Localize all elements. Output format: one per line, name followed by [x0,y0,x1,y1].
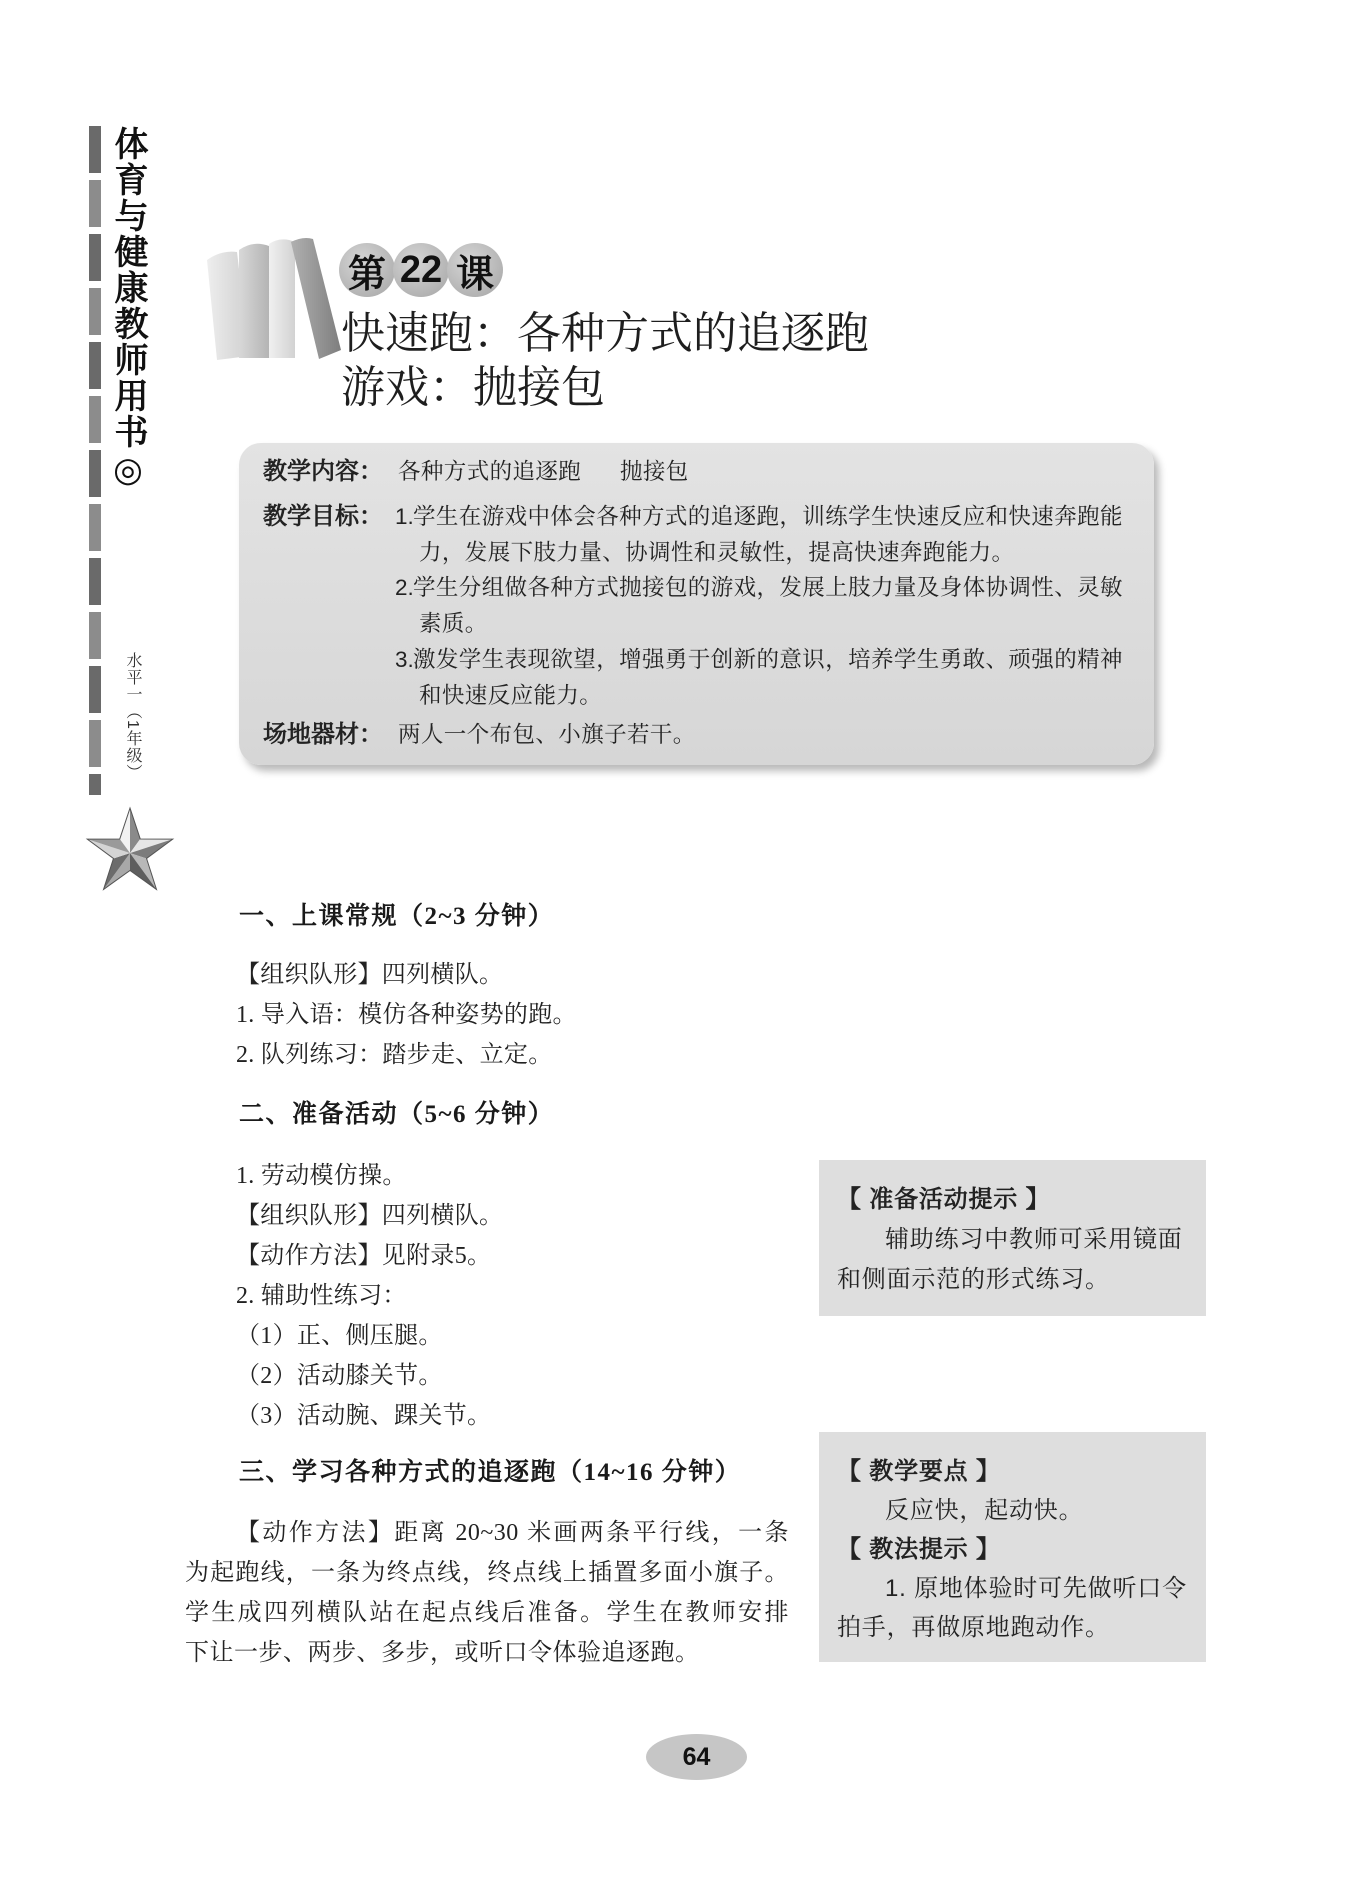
section-warmup [236,1095,554,1436]
equipment-text: 两人一个布包、小旗子若干。 [398,722,696,747]
body-line: 2. 队列练习：踏步走、立定。 [236,1042,553,1068]
lesson-title: 快速跑：各种方式的追逐跑 [341,309,869,358]
paragraph-line: 【动作方法】距离 20~30 米画两条平行线，一条 [236,1520,789,1546]
page-number: 64 [646,1734,747,1780]
tip-line: 和侧面示范的形式练习。 [837,1266,1110,1293]
equipment-row [239,717,1154,753]
section-routine [236,897,577,1075]
body-line: 1. 劳动模仿操。 [236,1163,407,1189]
lesson-number-value: 22 [393,243,449,297]
lesson-subtitle: 游戏：抛接包 [341,363,605,412]
tip-line: 拍手，再做原地跑动作。 [837,1614,1110,1641]
tip-title: 【 准备活动提示 】 [837,1186,1051,1213]
section-heading: 一、上课常规（2~3 分钟） [239,903,555,930]
goal-row [239,570,1154,606]
tip-title: 【 教学要点 】 [837,1458,1001,1485]
goal-text: 素质。 [419,611,488,636]
paragraph-line: 下让一步、两步、多步，或听口令体验追逐跑。 [185,1640,700,1666]
section-heading: 三、学习各种方式的追逐跑（14~16 分钟） [239,1459,742,1486]
lesson-summary-box [239,443,1154,765]
goal-text: 力，发展下肢力量、协调性和灵敏性，提高快速奔跑能力。 [419,540,1015,565]
tip-line: 1. 原地体验时可先做听口令 [885,1575,1187,1602]
book-title: 体育与健康教师用书◎ [109,126,146,492]
goal-text: 学生在游戏中体会各种方式的追逐跑，训练学生快速反应和快速奔跑能 [413,504,1123,529]
equipment-label: 场地器材： [263,721,383,748]
tip-line: 反应快，起动快。 [885,1497,1084,1524]
teaching-tip-box [819,1432,1206,1662]
books-icon [203,238,343,362]
goal-row [239,535,1154,571]
body-line: 【组织队形】四列横队。 [236,962,504,988]
tip-title: 【 教法提示 】 [837,1536,1001,1563]
goal-row [239,606,1154,642]
goal-text: 和快速反应能力。 [419,683,603,708]
grade-level: 水平一（1年级） [124,652,141,781]
section-chase-run [185,1453,789,1673]
body-line: （2）活动膝关节。 [236,1363,443,1389]
content-row [239,454,1154,490]
lesson-suffix: 课 [447,243,503,297]
body-line: 2. 辅助性练习： [236,1283,407,1309]
content-item: 各种方式的追逐跑 [398,459,582,484]
goal-row [239,642,1154,678]
tip-line: 辅助练习中教师可采用镜面 [885,1226,1183,1253]
goal-text: 激发学生表现欲望，增强勇于创新的意识，培养学生勇敢、顽强的精神 [413,647,1123,672]
goal-number: 1. [395,504,414,529]
margin-bars [89,126,101,795]
goal-number: 3. [395,647,414,672]
paragraph-line: 为起跑线，一条为终点线，终点线上插置多面小旗子。 [185,1560,789,1586]
body-line: （3）活动腕、踝关节。 [236,1403,492,1429]
warmup-tip-box [819,1160,1206,1316]
goal-number: 2. [395,575,414,600]
goal-row [239,678,1154,714]
paragraph-line: 学生成四列横队站在起点线后准备。学生在教师安排 [185,1600,789,1626]
goal-text: 学生分组做各种方式抛接包的游戏，发展上肢力量及身体协调性、灵敏 [413,575,1123,600]
lesson-prefix: 第 [339,243,395,297]
section-heading: 二、准备活动（5~6 分钟） [239,1101,555,1128]
body-line: 【动作方法】见附录5。 [236,1243,492,1269]
lesson-number [339,243,501,297]
body-line: （1）正、侧压腿。 [236,1323,443,1349]
content-item: 抛接包 [620,459,689,484]
body-line: 1. 导入语：模仿各种姿势的跑。 [236,1002,577,1028]
goal-row [239,499,1154,535]
star-icon [84,806,176,894]
content-label: 教学内容： [263,458,383,485]
goals-label: 教学目标： [263,503,383,530]
body-line: 【组织队形】四列横队。 [236,1203,504,1229]
